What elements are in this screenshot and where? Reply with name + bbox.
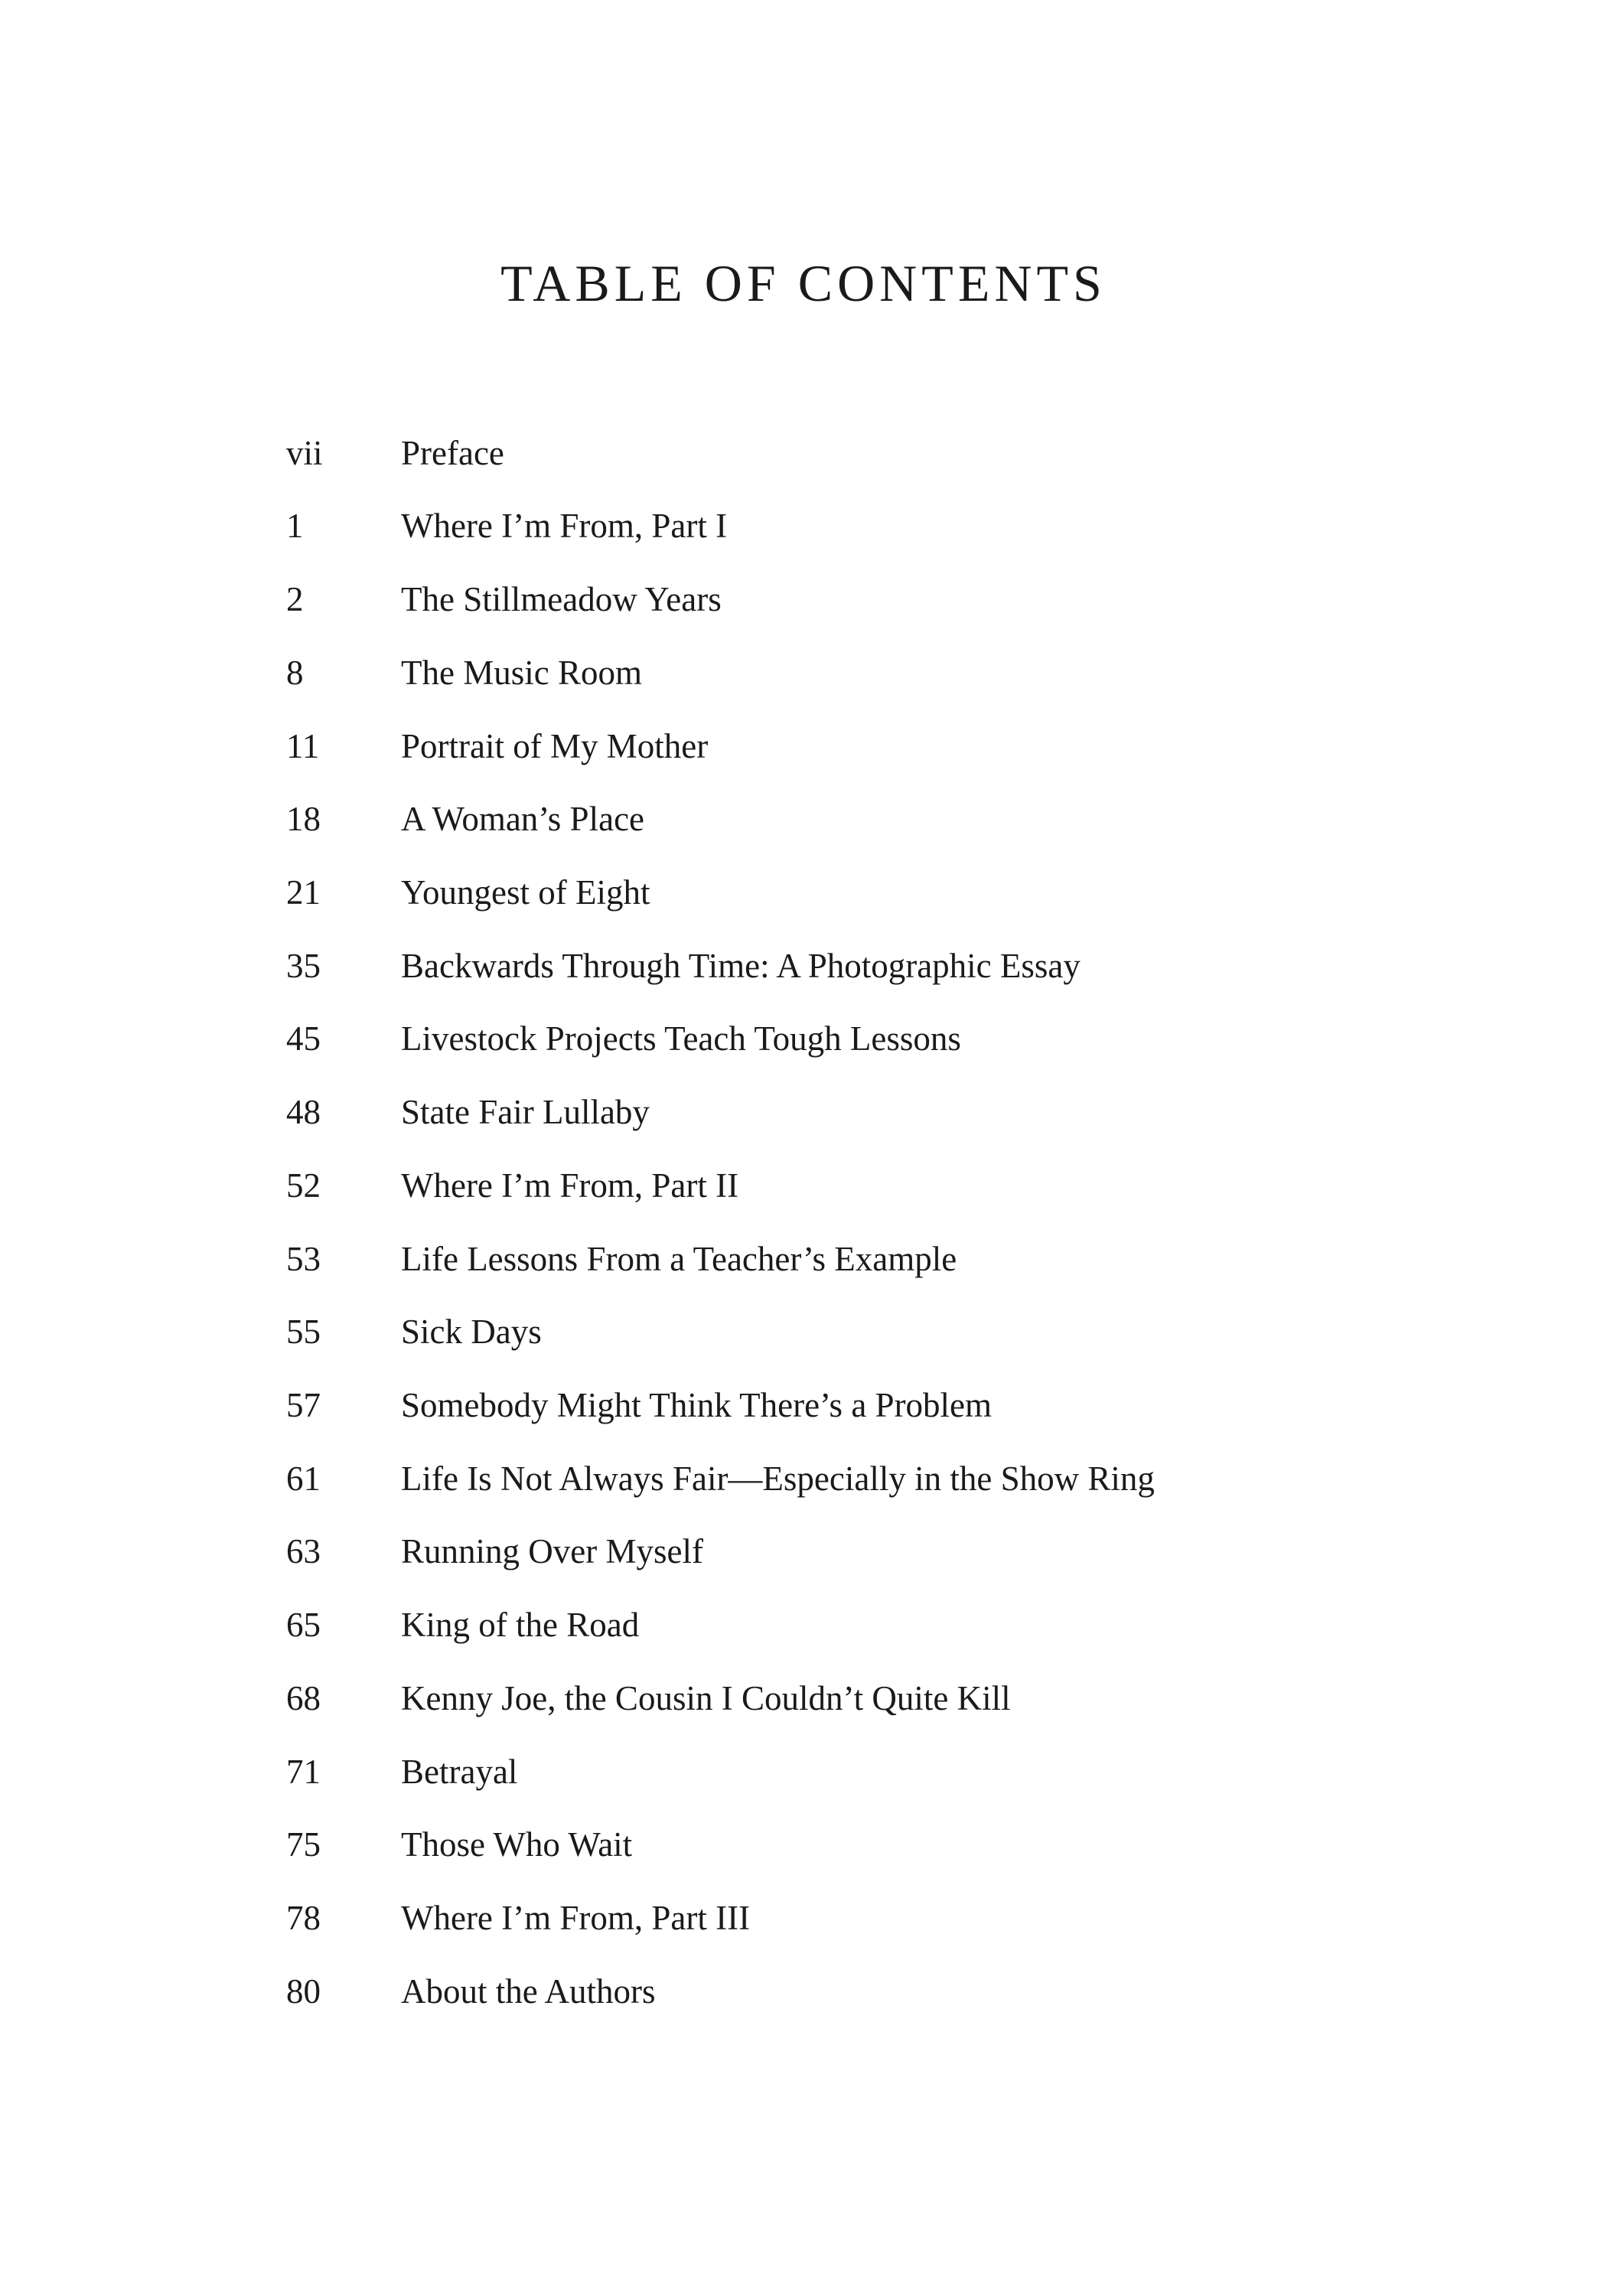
toc-page-number: 21 bbox=[286, 873, 321, 912]
toc-chapter-title: King of the Road bbox=[401, 1606, 640, 1644]
toc-entry bbox=[0, 501, 1607, 550]
page-title: TABLE OF CONTENTS bbox=[500, 254, 1107, 312]
toc-entry bbox=[0, 941, 1607, 990]
toc-entry bbox=[0, 1893, 1607, 1942]
toc-page-number: 45 bbox=[286, 1019, 321, 1058]
toc-chapter-title: Backwards Through Time: A Photographic Essay bbox=[401, 947, 1081, 985]
toc-page-number: 35 bbox=[286, 947, 321, 985]
toc-chapter-title: Youngest of Eight bbox=[401, 873, 650, 912]
toc-chapter-title: The Stillmeadow Years bbox=[401, 580, 722, 618]
toc-chapter-title: The Music Room bbox=[401, 654, 642, 692]
toc-entry bbox=[0, 1088, 1607, 1137]
toc-entry bbox=[0, 1161, 1607, 1210]
toc-entry bbox=[0, 1381, 1607, 1430]
toc-chapter-title: Running Over Myself bbox=[401, 1532, 703, 1570]
toc-chapter-title: Where I’m From, Part II bbox=[401, 1166, 739, 1205]
toc-page-number: 2 bbox=[286, 580, 304, 618]
toc-chapter-title: Where I’m From, Part III bbox=[401, 1899, 751, 1937]
toc-chapter-title: Betrayal bbox=[401, 1753, 518, 1791]
toc-page-number: 53 bbox=[286, 1240, 321, 1278]
toc-chapter-title: About the Authors bbox=[401, 1972, 656, 2011]
toc-chapter-title: Preface bbox=[401, 434, 504, 472]
toc-chapter-title: Life Is Not Always Fair—Especially in the Show Ring bbox=[401, 1459, 1155, 1498]
toc-entry bbox=[0, 722, 1607, 771]
toc-page-number: 80 bbox=[286, 1972, 321, 2011]
toc-entry bbox=[0, 868, 1607, 917]
toc-page-number: 11 bbox=[286, 727, 320, 765]
toc-chapter-title: State Fair Lullaby bbox=[401, 1093, 650, 1131]
toc-chapter-title: Somebody Might Think There’s a Problem bbox=[401, 1386, 993, 1424]
toc-chapter-title: Livestock Projects Teach Tough Lessons bbox=[401, 1019, 961, 1058]
toc-entry bbox=[0, 1600, 1607, 1649]
toc-entry bbox=[0, 1234, 1607, 1283]
toc-entry bbox=[0, 575, 1607, 624]
toc-entry bbox=[0, 794, 1607, 843]
toc-chapter-title: Sick Days bbox=[401, 1313, 542, 1351]
toc-chapter-title: Life Lessons From a Teacher’s Example bbox=[401, 1240, 957, 1278]
toc-page-number: 18 bbox=[286, 800, 321, 838]
toc-chapter-title: Portrait of My Mother bbox=[401, 727, 709, 765]
toc-entry bbox=[0, 1747, 1607, 1796]
toc-entry bbox=[0, 429, 1607, 478]
toc-chapter-title: Where I’m From, Part I bbox=[401, 507, 728, 545]
toc-page-number: 8 bbox=[286, 654, 304, 692]
toc-page-number: 52 bbox=[286, 1166, 321, 1205]
toc-entry bbox=[0, 1967, 1607, 2016]
toc-page-number: 65 bbox=[286, 1606, 321, 1644]
toc-entry bbox=[0, 1674, 1607, 1723]
toc-entry bbox=[0, 1307, 1607, 1356]
toc-page-number: 1 bbox=[286, 507, 304, 545]
toc-page-number: 55 bbox=[286, 1313, 321, 1351]
toc-chapter-title: Those Who Wait bbox=[401, 1825, 633, 1864]
toc-page-number: 71 bbox=[286, 1753, 321, 1791]
toc-page-number: 63 bbox=[286, 1532, 321, 1570]
toc-page-number: 68 bbox=[286, 1679, 321, 1717]
toc-entry bbox=[0, 1527, 1607, 1576]
toc-chapter-title: A Woman’s Place bbox=[401, 800, 645, 838]
toc-page-number: 57 bbox=[286, 1386, 321, 1424]
toc-entry bbox=[0, 1014, 1607, 1063]
toc-page-number: 75 bbox=[286, 1825, 321, 1864]
toc-page-number: vii bbox=[286, 434, 323, 472]
toc-chapter-title: Kenny Joe, the Cousin I Couldn’t Quite Kill bbox=[401, 1679, 1011, 1717]
toc-page-number: 48 bbox=[286, 1093, 321, 1131]
toc-entry bbox=[0, 648, 1607, 697]
toc-page-number: 78 bbox=[286, 1899, 321, 1937]
toc-entry bbox=[0, 1454, 1607, 1503]
toc-entry bbox=[0, 1820, 1607, 1869]
toc-page-number: 61 bbox=[286, 1459, 321, 1498]
